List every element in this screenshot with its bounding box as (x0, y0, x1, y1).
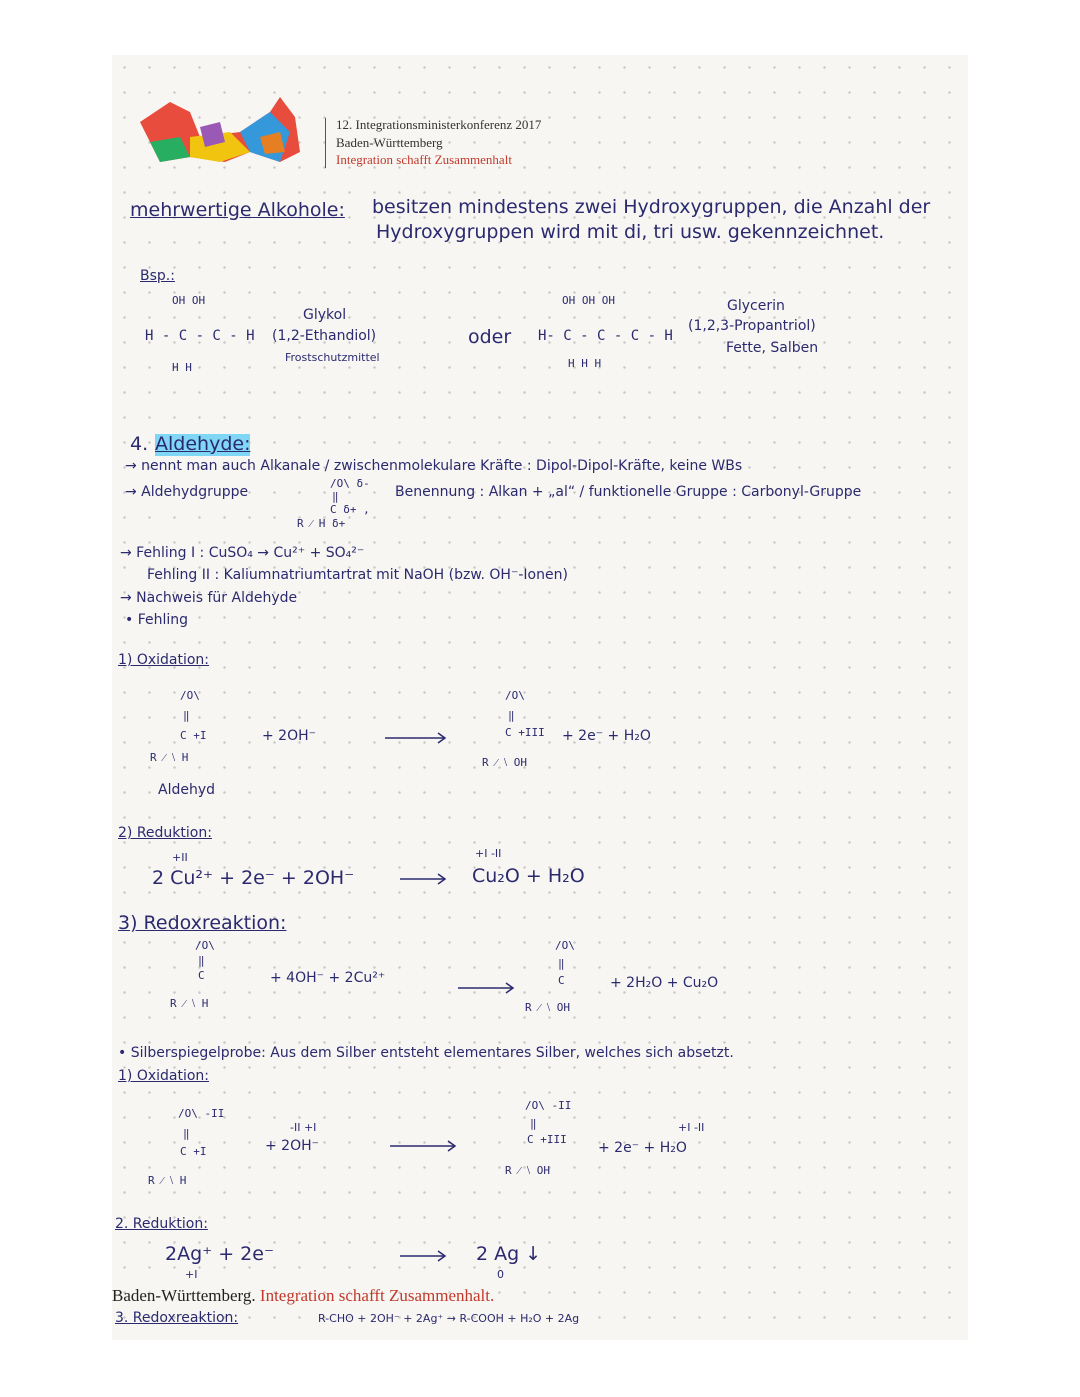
group-struct-rh: R ⁄ H δ+ (297, 517, 346, 530)
glykol-use: Frostschutzmittel (285, 351, 380, 364)
glycerin-iupac: (1,2,3-Propantriol) (688, 318, 816, 334)
glykol-name: Glykol (303, 307, 347, 323)
products: + 2e⁻ + H₂O (562, 728, 651, 744)
footer-banner (112, 1286, 494, 1306)
silver-reduktion-title: 2. Reduktion: (115, 1216, 208, 1232)
struct-o: /O\ (180, 689, 200, 702)
silver-redox-equation: R-CHO + 2OH⁻ + 2Ag⁺ → R-COOH + H₂O + 2Ag (318, 1312, 580, 1325)
reaction-arrow-icon (400, 1250, 450, 1262)
glycerin-use: Fette, Salben (726, 340, 819, 356)
struct-o: /O\ (505, 689, 525, 702)
footer-text: Baden-Württemberg. (112, 1286, 256, 1305)
struct-rh: R ⁄ ⧵ H (148, 1174, 187, 1187)
struct-o: /O\ -II (525, 1099, 572, 1112)
struct-roh: R ⁄ ⧵ OH (525, 1001, 571, 1014)
fehling-reduktion-title: 2) Reduktion: (118, 825, 212, 841)
struct-bond: ‖ (198, 954, 205, 967)
footer-slogan: Integration schafft Zusammenhalt. (259, 1286, 495, 1305)
section-heading: Aldehyde: (155, 433, 251, 455)
header-divider (325, 118, 326, 168)
section-number: 4. (130, 433, 149, 455)
glykol-struct-top: OH OH (172, 294, 206, 307)
silver-intro: • Silberspiegelprobe: Aus dem Silber entsteht elementares Silber, welches sich absetzt. (118, 1045, 734, 1061)
struct-bond: ‖ (508, 709, 515, 722)
glycerin-name: Glycerin (727, 298, 785, 314)
aldehyde-line2: → Aldehydgruppe (125, 484, 249, 500)
reaction-arrow-icon (458, 982, 518, 994)
definition-line1: besitzen mindestens zwei Hydroxygruppen, die Anzahl der (372, 196, 931, 218)
reactant: + 2OH⁻ (265, 1138, 320, 1154)
aldehyde-naming: Benennung : Alkan + „al“ / funktionelle Gruppe : Carbonyl-Gruppe (395, 484, 862, 500)
dotted-paper (112, 55, 968, 1340)
struct-roh: R ⁄ ⧵ OH (482, 756, 528, 769)
glycerin-struct-bot: H H H (568, 357, 602, 370)
header-line2: Baden-Württemberg (336, 135, 443, 150)
oxidation-number: +I -II (475, 847, 502, 860)
silver-oxidation-title: 1) Oxidation: (118, 1068, 210, 1084)
products: Cu₂O + H₂O (472, 865, 585, 887)
fehling-2: Fehling II : Kaliumnatriumtartrat mit NaOH (bzw. OH⁻-Ionen) (147, 567, 568, 583)
aldehyd-label: Aldehyd (158, 782, 216, 798)
oxidation-number: -II +I (290, 1121, 317, 1134)
struct-c: C (198, 969, 205, 982)
glykol-struct-mid: H - C - C - H (145, 328, 255, 344)
products: + 2e⁻ + H₂O (598, 1140, 687, 1156)
definition-line2: Hydroxygruppen wird mit di, tri usw. gekennzeichnet. (376, 221, 885, 243)
struct-c: C +I (180, 729, 207, 742)
glykol-struct-bot: H H (172, 361, 192, 374)
glykol-iupac: (1,2-Ethandiol) (272, 328, 377, 344)
struct-o: /O\ -II (178, 1107, 225, 1120)
nachweis-line: → Nachweis für Aldehyde (120, 590, 298, 606)
group-struct-c: C δ+ , (330, 503, 370, 516)
fehling-oxidation-title: 1) Oxidation: (118, 652, 210, 668)
reactants: 2Ag⁺ + 2e⁻ (165, 1243, 274, 1265)
products: 2 Ag ↓ (476, 1243, 542, 1265)
struct-c: C (558, 974, 565, 987)
oder-text: oder (468, 326, 512, 348)
fehling-1: → Fehling I : CuSO₄ → Cu²⁺ + SO₄²⁻ (120, 545, 365, 561)
reaction-arrow-icon (385, 732, 450, 744)
group-struct-bond: ‖ (332, 490, 339, 503)
reactant: + 2OH⁻ (262, 728, 317, 744)
struct-c: C +I (180, 1145, 207, 1158)
struct-bond: ‖ (558, 957, 565, 970)
struct-rh: R ⁄ ⧵ H (170, 997, 209, 1010)
term-heading: mehrwertige Alkohole: (130, 199, 345, 221)
header-line3: Integration schafft Zusammenhalt (336, 152, 512, 167)
struct-c: C +III (505, 726, 545, 739)
struct-c: C +III (527, 1133, 567, 1146)
header-line1: 12. Integrationsministerkonferenz 2017 (336, 117, 542, 132)
struct-bond: ‖ (530, 1117, 537, 1130)
oxidation-number: +I -II (678, 1121, 705, 1134)
reaction-arrow-icon (400, 873, 450, 885)
products: + 2H₂O + Cu₂O (610, 975, 719, 991)
reactants: + 4OH⁻ + 2Cu²⁺ (270, 970, 386, 986)
glycerin-struct-top: OH OH OH (562, 294, 615, 307)
silver-redox-title: 3. Redoxreaktion: (115, 1310, 239, 1326)
fehling-bullet: • Fehling (125, 612, 189, 628)
struct-roh: R ⁄ ⧵ OH (505, 1164, 551, 1177)
oxidation-number: +I (185, 1268, 198, 1281)
oxidation-number: +II (172, 851, 188, 864)
struct-o: /O\ (195, 939, 215, 952)
lion-logo-icon (130, 92, 310, 167)
aldehyde-line1: → nennt man auch Alkanale / zwischenmolekulare Kräfte : Dipol-Dipol-Kräfte, keine WBs (125, 458, 743, 474)
oxidation-number: 0 (497, 1268, 504, 1281)
glycerin-struct-mid: H- C - C - C - H (538, 328, 673, 344)
reaction-arrow-icon (390, 1140, 460, 1152)
struct-bond: ‖ (183, 1127, 190, 1140)
example-label: Bsp.: (140, 268, 175, 284)
reactants: 2 Cu²⁺ + 2e⁻ + 2OH⁻ (152, 867, 355, 889)
group-struct-o: /O\ δ- (330, 477, 370, 490)
struct-rh: R ⁄ ⧵ H (150, 751, 189, 764)
fehling-redox-title: 3) Redoxreaktion: (118, 912, 287, 934)
struct-bond: ‖ (183, 709, 190, 722)
struct-o: /O\ (555, 939, 575, 952)
